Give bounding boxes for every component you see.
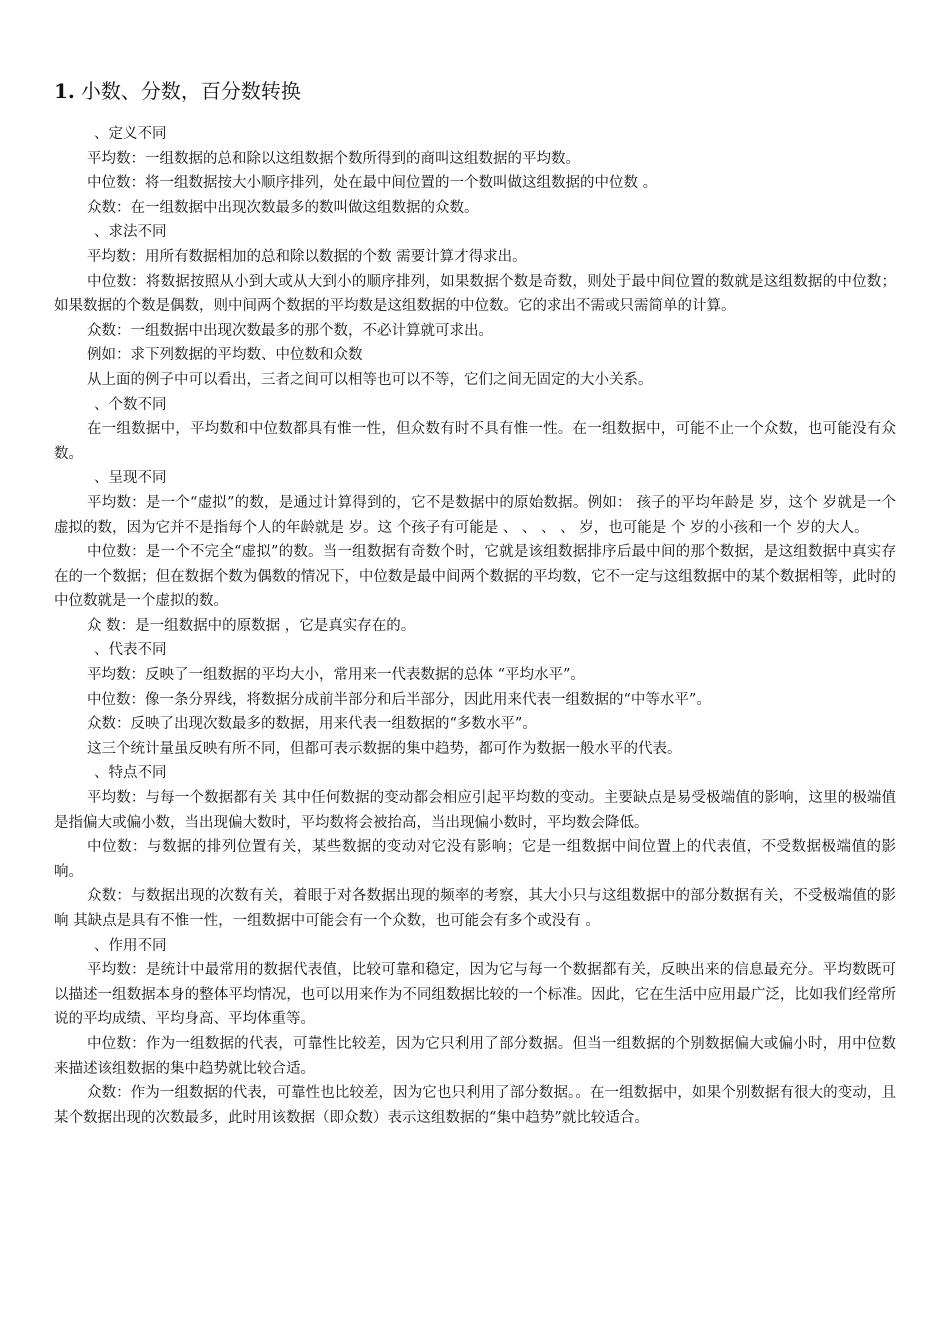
paragraph: 平均数：是一个“虚拟”的数，是通过计算得到的，它不是数据中的原始数据。例如： 孩子的平均年龄是 岁，这个 岁就是一个虚拟的数，因为它并不是指每个人的年龄就是 岁。这 个孩子有可能是 、 、 、 、 岁，也可能是 个 岁的小孩和一个 岁的大人。 [54, 494, 896, 536]
paragraph: 众数：反映了出现次数最多的数据，用来代表一组数据的“多数水平”。 [87, 716, 537, 733]
paragraph: 平均数：反映了一组数据的平均大小，常用来一代表数据的总体 “平均水平”。 [87, 667, 585, 684]
paragraph: 众数：在一组数据中出现次数最多的数叫做这组数据的众数。 [87, 199, 479, 216]
paragraph: 中位数：将数据按照从小到大或从大到小的顺序排列，如果数据个数是奇数，则处于最中间位置的数就是这组数据的中位数；如果数据的个数是偶数，则中间两个数据的平均数是这组数据的中位数。它的求出不需或只需简单的计算。 [54, 273, 896, 315]
paragraph: 中位数：是一个不完全“虚拟”的数。当一组数据有奇数个时，它就是该组数据排序后最中间的那个数据，是这组数据中真实存在的一个数据；但在数据个数为偶数的情况下，中位数是最中间两个数据的平均数，它不一定与这组数据中的某个数据相等，此时的中位数就是一个虚拟的数。 [54, 544, 896, 610]
paragraph: 众数：作为一组数据的代表，可靠性也比较差，因为它也只利用了部分数据。。在一组数据中，如果个别数据有很大的变动，且某个数据出现的次数最多，此时用该数据（即众数）表示这组数据的“集中趋势”就比较适合。 [54, 1085, 896, 1126]
paragraph: 从上面的例子中可以看出，三者之间可以相等也可以不等，它们之间无固定的大小关系。 [87, 371, 653, 388]
section-heading: 、代表不同 [94, 642, 167, 659]
document-body [54, 122, 896, 1130]
title-text: 小数、分数，百分数转换 [80, 79, 301, 103]
paragraph: 平均数：是统计中最常用的数据代表值，比较可靠和稳定，因为它与每一个数据都有关，反映出来的信息最充分。平均数既可以描述一组数据本身的整体平均情况，也可以用来作为不同组数据比较的一个标准。因此，它在生活中应用最广泛，比如我们经常所说的平均成绩、平均身高、平均体重等。 [54, 962, 896, 1028]
paragraph: 众数：与数据出现的次数有关，着眼于对各数据出现的频率的考察，其大小只与这组数据中的部分数据有关，不受极端值的影响 其缺点是具有不惟一性，一组数据中可能会有一个众数，也可能会有多个或没有 。 [54, 888, 896, 929]
page-title [54, 78, 896, 104]
paragraph: 中位数：与数据的排列位置有关，某些数据的变动对它没有影响；它是一组数据中间位置上的代表值，不受数据极端值的影响。 [54, 839, 896, 880]
section-heading: 、呈现不同 [94, 470, 167, 487]
section-heading: 、定义不同 [94, 126, 167, 142]
paragraph: 在一组数据中，平均数和中位数都具有惟一性，但众数有时不具有惟一性。在一组数据中，可能不止一个众数，也可能没有众数。 [54, 421, 896, 462]
paragraph: 平均数：与每一个数据都有关 其中任何数据的变动都会相应引起平均数的变动。主要缺点是易受极端值的影响，这里的极端值是指偏大或偏小数，当出现偏大数时，平均数将会被抬高，当出现偏小数时，平均数会降低。 [54, 790, 896, 831]
paragraph: 中位数：像一条分界线，将数据分成前半部分和后半部分，因此用来代表一组数据的“中等水平”。 [87, 691, 711, 708]
document-page [54, 78, 896, 1130]
paragraph: 众数：一组数据中出现次数最多的那个数，不必计算就可求出。 [87, 322, 493, 339]
paragraph: 中位数：将一组数据按大小顺序排列，处在最中间位置的一个数叫做这组数据的中位数 。 [87, 175, 658, 192]
section-heading: 、特点不同 [94, 765, 167, 782]
section-heading: 、个数不同 [94, 396, 167, 413]
paragraph: 平均数：一组数据的总和除以这组数据个数所得到的商叫这组数据的平均数。 [87, 150, 580, 167]
paragraph: 中位数：作为一组数据的代表，可靠性比较差，因为它只利用了部分数据。但当一组数据的个别数据偏大或偏小时，用中位数来描述该组数据的集中趋势就比较合适。 [54, 1035, 896, 1077]
paragraph: 这三个统计量虽反映有所不同，但都可表示数据的集中趋势，都可作为数据一般水平的代表。 [87, 740, 682, 757]
paragraph: 例如：求下列数据的平均数、中位数和众数 [87, 347, 363, 364]
paragraph: 平均数：用所有数据相加的总和除以数据的个数 需要计算才得求出。 [87, 248, 527, 265]
title-number: 1. [54, 79, 75, 103]
section-heading: 、求法不同 [94, 224, 167, 241]
section-heading: 、作用不同 [94, 937, 167, 954]
paragraph: 众 数：是一组数据中的原数据 ，它是真实存在的。 [87, 617, 416, 634]
